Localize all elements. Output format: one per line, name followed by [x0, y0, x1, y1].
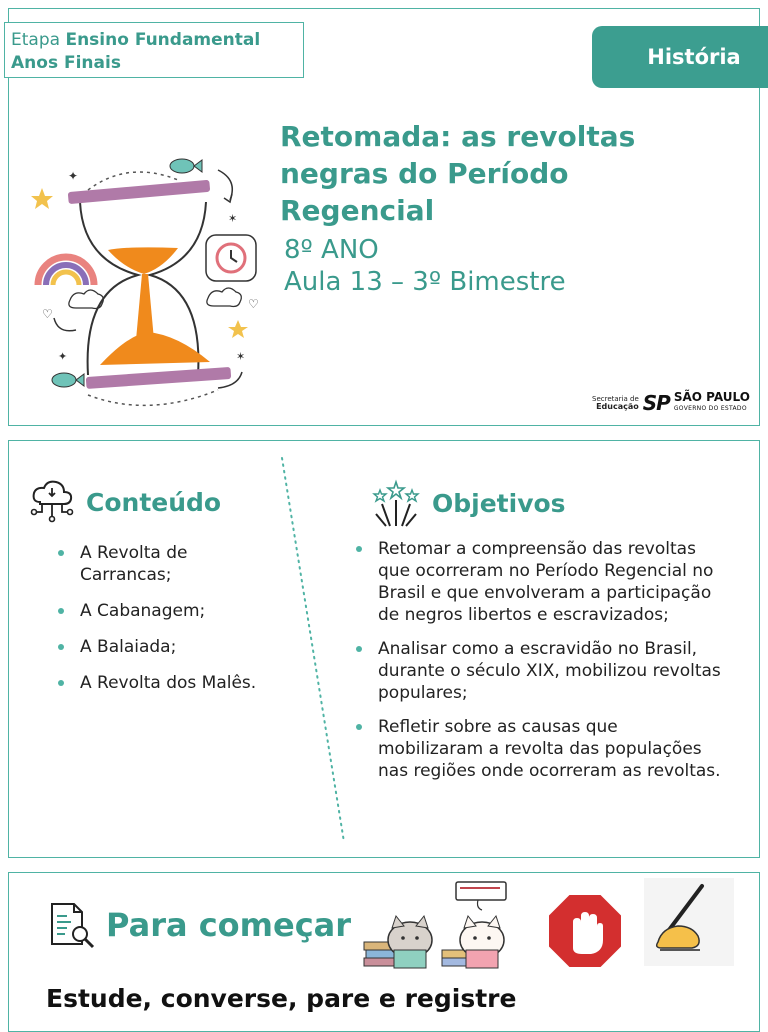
- etapa-level: Ensino Fundamental: [65, 30, 261, 50]
- svg-text:♡: ♡: [42, 307, 53, 321]
- objetivos-list: [352, 538, 722, 794]
- grade-label: 8º ANO: [284, 235, 379, 265]
- conteudo-title: Conteúdo: [86, 487, 222, 517]
- etapa-sublevel: Anos Finais: [11, 53, 121, 73]
- stop-hand-icon: [546, 892, 624, 970]
- lesson-subtitle: [284, 234, 566, 298]
- list-item: A Balaiada;: [54, 636, 284, 658]
- study-cats-icon: [360, 880, 520, 972]
- hourglass-illustration: [28, 150, 268, 420]
- lesson-label: Aula 13 – 3º Bimestre: [284, 267, 566, 297]
- instruction-text: Estude, converse, pare e registre: [46, 984, 517, 1013]
- logo-sao-paulo: SÃO PAULO GOVERNO DO ESTADO: [673, 390, 750, 412]
- svg-text:✦: ✦: [68, 169, 79, 183]
- cloud-network-icon: [30, 480, 74, 524]
- objetivos-heading: [370, 478, 566, 528]
- government-logo: [592, 390, 750, 416]
- para-comecar-heading: [48, 900, 351, 950]
- document-search-icon: [48, 900, 96, 950]
- dotted-divider: [280, 456, 350, 844]
- para-comecar-title: Para começar: [106, 906, 352, 944]
- objetivos-title: Objetivos: [432, 488, 566, 518]
- writing-hand-icon: [644, 878, 734, 966]
- svg-text:♡: ♡: [248, 297, 259, 311]
- logo-sp-mark: SP: [642, 391, 670, 415]
- list-item: Analisar como a escravidão no Brasil, durante o século XIX, mobilizou revoltas populares;: [352, 638, 722, 704]
- svg-text:✶: ✶: [228, 212, 238, 225]
- conteudo-list: [54, 542, 284, 708]
- list-item: A Revolta de Carrancas;: [54, 542, 284, 586]
- subject-tab: [592, 26, 768, 88]
- list-item: Refletir sobre as causas que mobilizaram a revolta das populações nas regiões onde ocorreram as revoltas.: [352, 716, 722, 782]
- lesson-title: Retomada: as revoltas negras do Período Regencial: [280, 120, 636, 227]
- list-item: A Revolta dos Malês.: [54, 672, 284, 694]
- svg-text:✦: ✦: [58, 350, 68, 363]
- svg-text:✶: ✶: [236, 350, 246, 363]
- conteudo-heading: [30, 480, 221, 524]
- logo-secretaria: Secretaria de Educação: [592, 395, 639, 411]
- subject-label: História: [647, 45, 741, 69]
- list-item: A Cabanagem;: [54, 600, 284, 622]
- etapa-prefix: Etapa: [11, 30, 61, 50]
- list-item: Retomar a compreensão das revoltas que ocorreram no Período Regencial no Brasil e que envolveram a participação de negros libertos e escravizados;: [352, 538, 722, 626]
- etapa-box: [4, 22, 304, 78]
- fireworks-icon: [370, 478, 422, 528]
